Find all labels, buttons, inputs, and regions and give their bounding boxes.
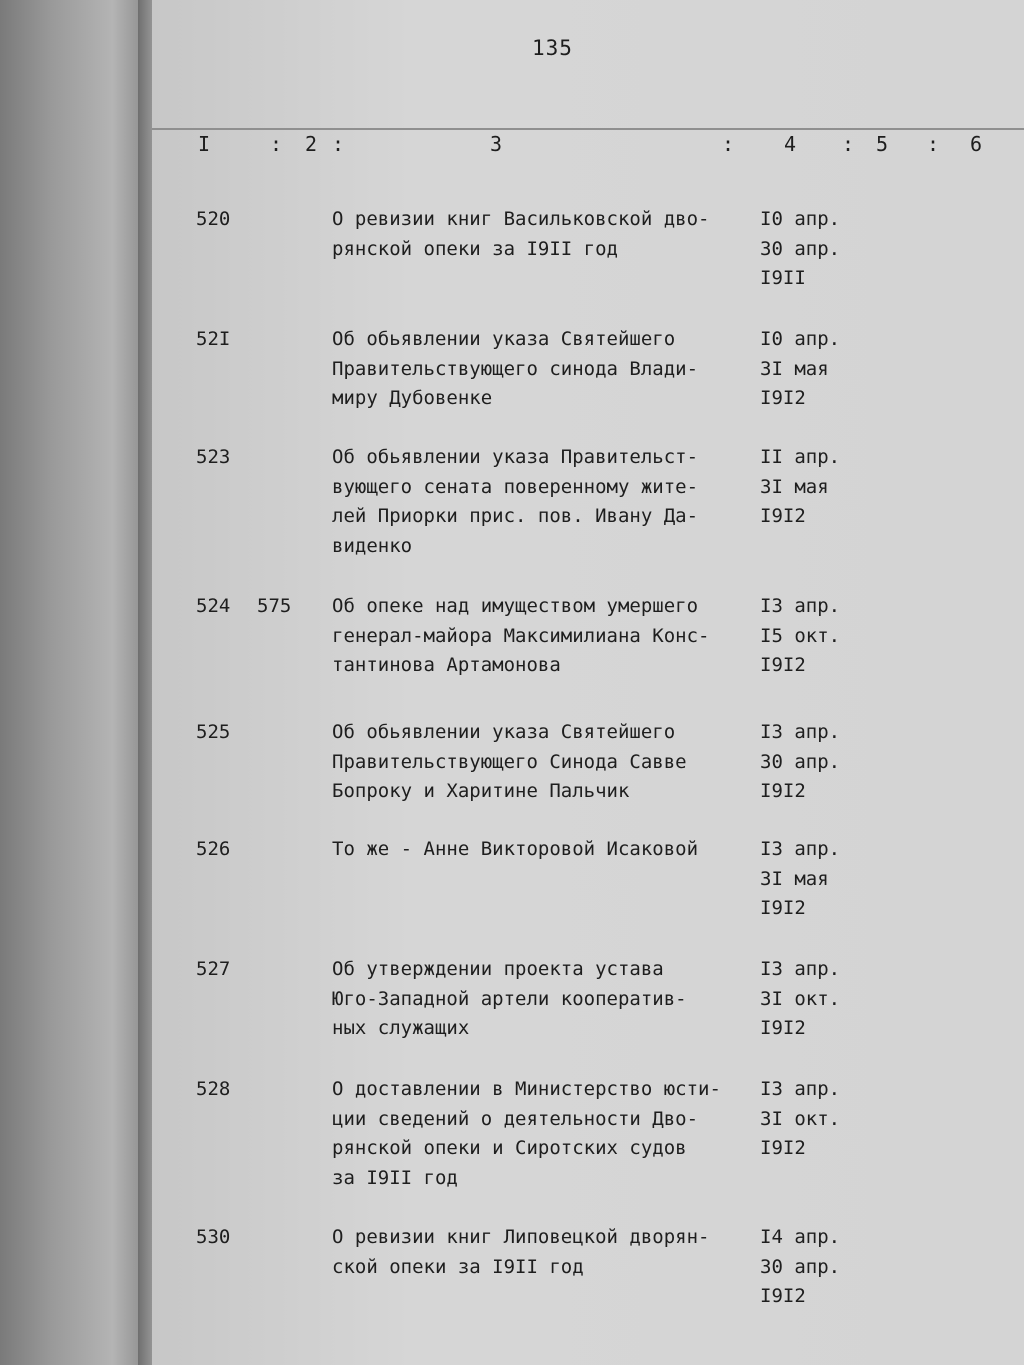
entry-title-line: ции сведений о деятельности Дво- [332,1107,699,1130]
entry-date-line: I3 апр. [760,595,841,617]
entry-dates [760,1075,880,1164]
entry-date-line: I0 апр. [760,328,841,350]
entry-title-line: Об утверждении проекта устава [332,958,664,980]
entry-date-line: I9I2 [760,1017,806,1039]
entry-title-line: Об обьявлении указа Святейшего [332,721,676,743]
entry-title [332,835,752,865]
entry-date-line: 3I мая [760,357,829,380]
entry-date-line: I9I2 [760,897,806,919]
header-col-5: 5 [876,132,889,156]
entry-date-line: 30 апр. [760,1255,841,1278]
entry-dates [760,205,880,294]
entry-date-line: I9I2 [760,780,806,802]
entry-number: 52I [196,328,231,350]
entry-dates [760,955,880,1044]
entry-title-line: О ревизии книг Липовецкой дворян- [332,1226,710,1248]
entry-title-line: Правительствующего Синода Савве [332,750,687,773]
header-col-1: I [198,132,211,156]
entry-number: 527 [196,958,231,980]
entry-dates [760,592,880,681]
entry-date-line: I3 апр. [760,1078,841,1100]
header-rule [152,128,1024,130]
entry-title-line: ных служащих [332,1017,470,1039]
entry-title [332,325,752,414]
entry-number: 530 [196,1226,231,1248]
entry-date-line: I9I2 [760,1285,806,1307]
entry-dates [760,718,880,807]
entry-date-line: I4 апр. [760,1226,841,1248]
entry-dates [760,443,880,532]
entry-number: 520 [196,208,231,230]
entry-date-line: 30 апр. [760,237,841,260]
entry-number: 526 [196,838,231,860]
entry-title-line: Об опеке над имуществом умершего [332,595,699,617]
entry-title-line: То же - Анне Викторовой Исаковой [332,838,699,860]
header-col-2: 2 [305,132,318,156]
entry-date-line: I0 апр. [760,208,841,230]
entry-title [332,592,752,681]
entry-number: 528 [196,1078,231,1100]
entry-date-line: 30 апр. [760,750,841,773]
entry-date-line: I3 апр. [760,958,841,980]
entry-number: 523 [196,446,231,468]
entry-title-line: лей Приорки прис. пов. Ивану Да- [332,505,699,527]
entry-title [332,955,752,1044]
entry-date-line: 3I мая [760,867,829,890]
entry-title-line: тантинова Артамонова [332,654,561,676]
entry-title-line: миру Дубовенке [332,387,493,409]
header-separator: : [332,132,345,156]
entry-title-line: за I9II год [332,1166,458,1189]
entry-date-line: I5 окт. [760,624,841,647]
entry-date-line: I3 апр. [760,838,841,860]
entry-title-line: Правительствующего синода Влади- [332,357,699,380]
entry-title-line: О ревизии книг Васильковской дво- [332,208,710,230]
left-facing-page [0,0,150,1365]
entry-date-line: 3I окт. [760,1107,841,1130]
entry-date-line: 3I мая [760,475,829,498]
entry-title [332,1223,752,1282]
entry-date-line: II апр. [760,446,841,468]
entry-title-line: виденко [332,534,413,557]
entry-title-line: генерал-майора Максимилиана Конс- [332,624,710,647]
entry-title-line: Юго-Западной артели кооператив- [332,987,687,1010]
entry-number: 525 [196,721,231,743]
entry-date-line: I9I2 [760,387,806,409]
entry-dates [760,835,880,924]
header-col-6: 6 [970,132,983,156]
header-separator: : [842,132,855,156]
entry-title [332,205,752,264]
entry-title [332,718,752,807]
entry-title [332,1075,752,1193]
entry-date-line: I9I2 [760,1137,806,1159]
entry-title [332,443,752,561]
entry-title-line: рянской опеки и Сиротских судов [332,1137,687,1159]
header-separator: : [722,132,735,156]
entry-date-line: I9I2 [760,654,806,676]
entry-date-line: I3 апр. [760,721,841,743]
entry-title-line: Об обьявлении указа Святейшего [332,328,676,350]
entry-dates [760,1223,880,1312]
entry-title-line: О доставлении в Министерство юсти- [332,1078,721,1100]
entry-old-number: 575 [257,595,292,617]
entry-number: 524 [196,595,231,617]
entry-title-line: Об обьявлении указа Правительст- [332,446,699,468]
header-separator: : [270,132,283,156]
entry-date-line: I9I2 [760,505,806,527]
header-separator: : [927,132,940,156]
entry-title-line: вующего сената поверенному жите- [332,475,699,498]
entry-date-line: I9II [760,267,806,289]
header-col-4: 4 [784,132,797,156]
entry-date-line: 3I окт. [760,987,841,1010]
entry-dates [760,325,880,414]
header-col-3: 3 [490,132,503,156]
entry-title-line: ской опеки за I9II год [332,1255,584,1278]
entry-title-line: рянской опеки за I9II год [332,237,618,260]
page-number: 135 [532,36,573,60]
entry-title-line: Бопроку и Харитине Пальчик [332,780,630,802]
right-page [152,0,1024,1365]
